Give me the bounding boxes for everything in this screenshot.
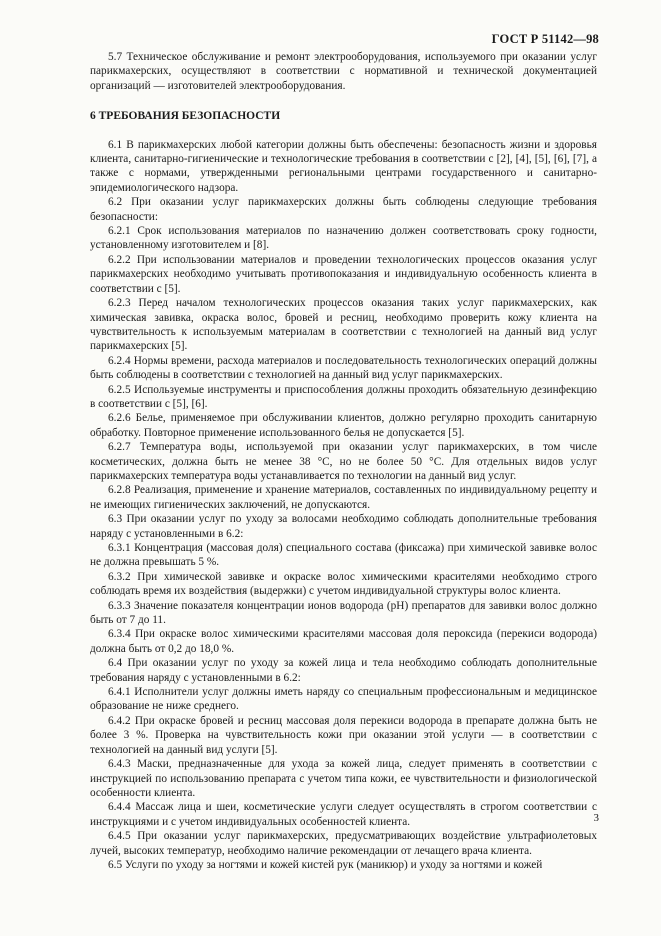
paragraph-list xyxy=(90,138,597,873)
paragraph: 6.2.8 Реализация, применение и хранение материалов, составленных по индивидуальному рецепту и не имеющих гигиенических заключений, не допускаются. xyxy=(90,484,597,511)
paragraph: 6.2.2 При использовании материалов и проведении технологических процессов оказания услуг парикмахерских необходимо учитывать противопоказания и индивидуальную особенность клиента в соответствии с [5]. xyxy=(90,253,597,295)
paragraph: 6.2.1 Срок использования материалов по назначению должен соответствовать сроку годности, установленному изготовителем и [8]. xyxy=(90,225,597,252)
paragraph: 6.4.5 При оказании услуг парикмахерских, предусматривающих воздействие ультрафиолетовых лучей, высоких температур, необходимо наличие рекомендации от лечащего врача клиента. xyxy=(90,830,597,857)
paragraph: 6.4.1 Исполнители услуг должны иметь наряду со специальным профессиональным и медицинское образование не ниже среднего. xyxy=(90,686,597,713)
paragraph: 6.2.3 Перед началом технологических процессов оказания таких услуг парикмахерских, как химическая завивка, окраска волос, бровей и ресниц, необходимо проверить кожу клиента на чувствительность к используемым материалам в соответствии с технологией на данный вид услуг парикмахерских [5]. xyxy=(90,297,597,353)
paragraph: 6.2.5 Используемые инструменты и приспособления должны проходить обязательную дезинфекцию в соответствии с [5], [6]. xyxy=(90,383,597,410)
paragraph: 6.1 В парикмахерских любой категории должны быть обеспечены: безопасность жизни и здоровья клиента, санитарно-гигиенические и технологические требования в соответствии с [2], [4], [5], [6], [7], а также с нормами, утвержденными региональными центрами государственного и санитарно-эпидемиологического надзора. xyxy=(90,138,597,194)
paragraph: 6.4 При оказании услуг по уходу за кожей лица и тела необходимо соблюдать дополнительные требования наряду с установленными в 6.2: xyxy=(90,657,597,684)
paragraph: 6.2.6 Белье, применяемое при обслуживании клиентов, должно регулярно проходить санитарную обработку. Повторное применение использованного белья не допускается [5]. xyxy=(90,412,597,439)
standard-header: ГОСТ Р 51142—98 xyxy=(491,32,599,46)
paragraph: 6.4.2 При окраске бровей и ресниц массовая доля перекиси водорода в препарате должна быть не более 3 %. Проверка на чувствительность кожи при оказании этой услуги — в соответствии с технологией на данный вид услуги [5]. xyxy=(90,714,597,756)
page-number: 3 xyxy=(593,812,599,824)
paragraph: 6.2.4 Нормы времени, расхода материалов и последовательность технологических операций должны быть соблюдены в соответствии с технологией на данный вид услуг парикмахерских. xyxy=(90,354,597,382)
paragraph: 6.3.3 Значение показателя концентрации ионов водорода (рН) препаратов для завивки волос должно быть от 7 до 11. xyxy=(90,599,597,627)
paragraph: 6.4.3 Маски, предназначенные для ухода за кожей лица, следует применять в соответствии с инструкцией по использованию препарата с учетом типа кожи, ее чувствительности и физиологической особенности клиента. xyxy=(90,758,597,799)
paragraph: 6.3.2 При химической завивке и окраске волос химическими красителями необходимо строго соблюдать время их воздействия (выдержки) с учетом индивидуальной структуры волос клиента. xyxy=(90,570,597,598)
paragraph: 6.5 Услуги по уходу за ногтями и кожей кистей рук (маникюр) и уходу за ногтями и кожей xyxy=(108,858,543,871)
paragraph: 6.2.7 Температура воды, используемой при оказании услуг парикмахерских, в том числе косметических, должна быть не менее 38 °С, но не более 50 °С. Для отдельных видов услуг парикмахерских температура воды устанавливается по технологии на данный вид услуг. xyxy=(90,441,597,482)
paragraph: 6.3 При оказании услуг по уходу за волосами необходимо соблюдать дополнительные требования наряду с установленными в 6.2: xyxy=(90,513,597,540)
paragraph: 6.3.4 При окраске волос химическими красителями массовая доля пероксида (перекиси водорода) должна быть от 0,2 до 18,0 %. xyxy=(90,628,597,655)
section-title: 6 ТРЕБОВАНИЯ БЕЗОПАСНОСТИ xyxy=(90,110,281,123)
paragraph: 6.2 При оказании услуг парикмахерских должны быть соблюдены следующие требования безопасности: xyxy=(90,196,597,223)
paragraph: 6.4.4 Массаж лица и шеи, косметические услуги следует осуществлять в строгом соответствии с инструкциями и с учетом индивидуальных особенностей клиента. xyxy=(90,801,597,828)
intro-paragraph: 5.7 Техническое обслуживание и ремонт электрооборудования, используемого при оказании услуг парикмахерских, осуществляют в соответствии с нормативной и технической документацией организаций — изготовителей электрооборудования. xyxy=(90,51,597,92)
document-body xyxy=(90,50,597,872)
paragraph: 6.3.1 Концентрация (массовая доля) специального состава (фиксажа) при химической завивке волос не должна превышать 5 %. xyxy=(90,542,597,569)
